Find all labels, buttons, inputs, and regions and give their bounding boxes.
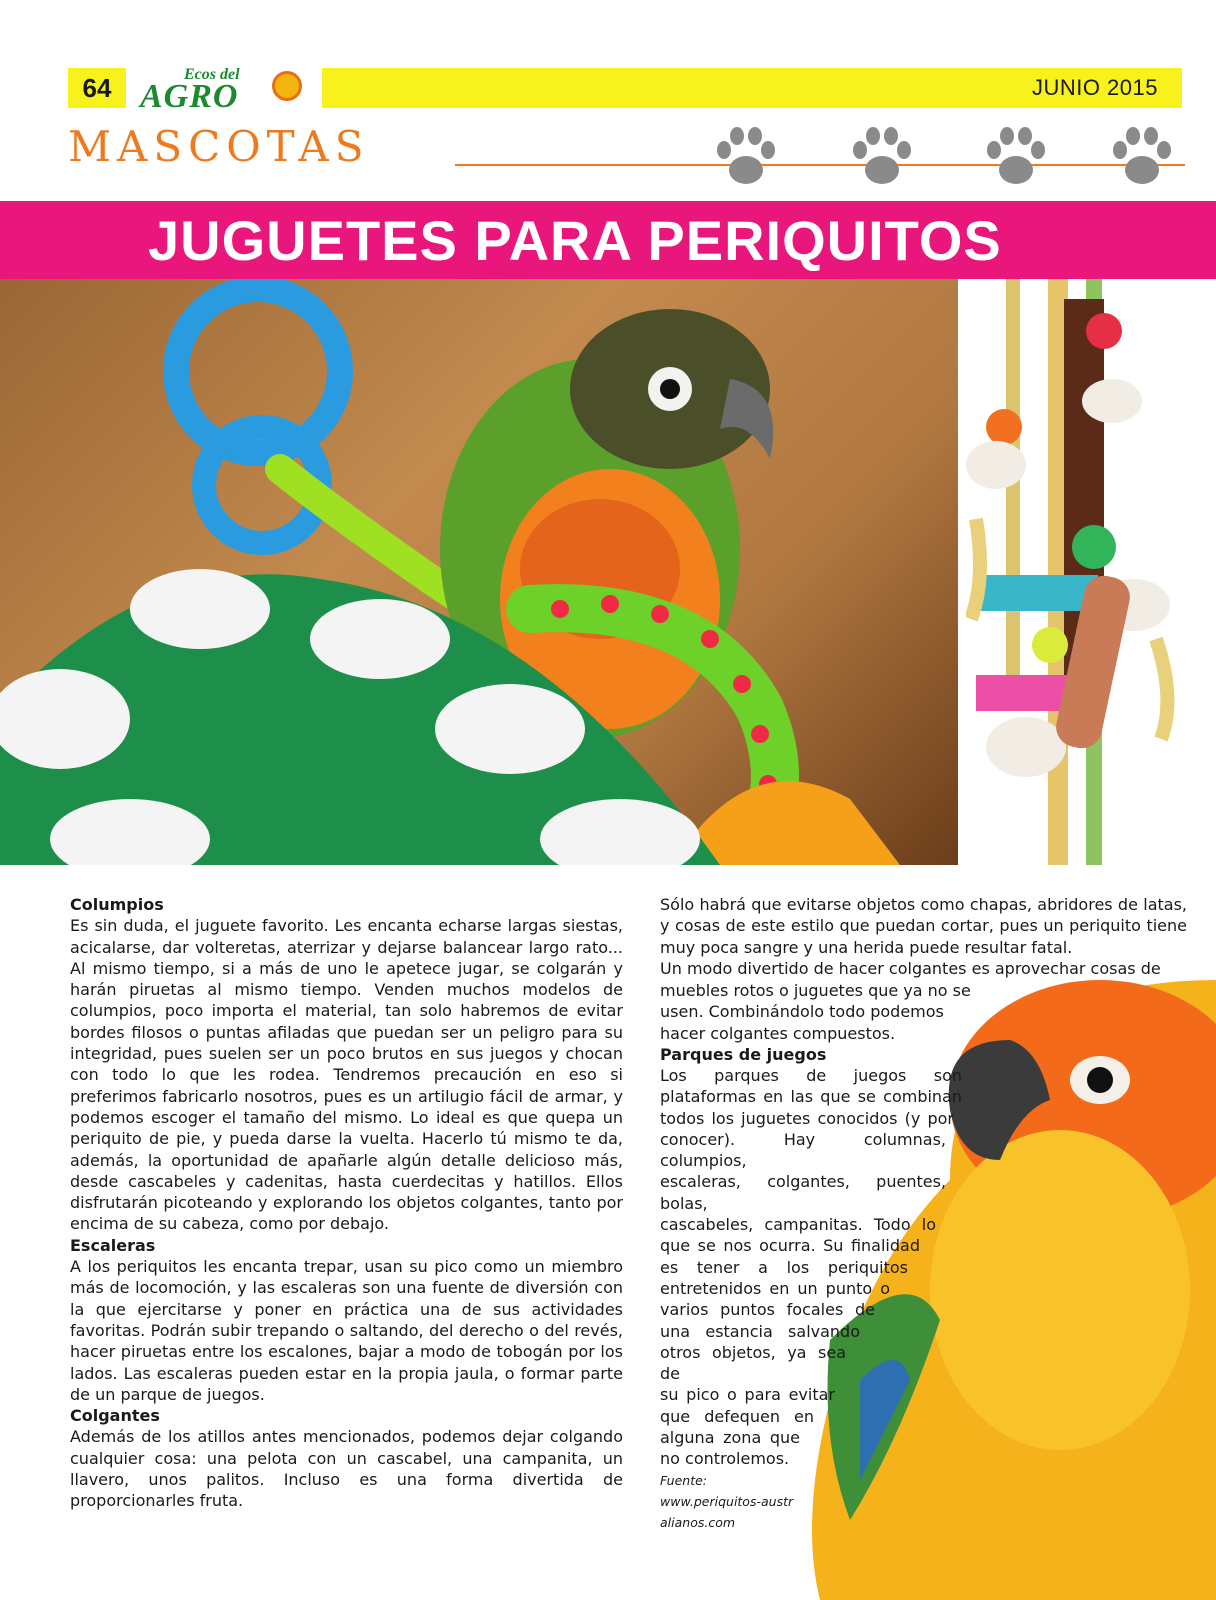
text-line: su pico o para evitar [660, 1385, 835, 1405]
publication-logo [140, 66, 310, 115]
paw-icon [848, 122, 916, 190]
paragraph-colgantes-cont: Sólo habrá que evitarse objetos como chapas, abridores de latas, y cosas de este estilo que puedan cortar, pues un periquito tiene muy poca sangre y una herida puede resultar fatal. [660, 895, 1187, 957]
source-url: alianos.com [660, 1514, 736, 1530]
subheading-parques: Parques de juegos [660, 1044, 827, 1064]
hanging-toy-photo [966, 279, 1186, 865]
paw-icon [712, 122, 780, 190]
text-line: que se nos ocurra. Su finalidad [660, 1236, 920, 1256]
text-line: varios puntos focales de [660, 1300, 875, 1320]
paragraph-columpios: Es sin duda, el juguete favorito. Les encanta echarse largas siestas, acicalarse, dar volteretas, aterrizar y dejarse balancear largo rato... Al mismo tiempo, si a más de uno le apetece jugar, se colgarán y harán piruetas al mismo tiempo. Venden muchos modelos de columpios, poco importa el material, tan solo habremos de evitar bordes filosos o puntas afiladas que puedan ser un peligro para su integridad, pues suelen ser un poco brutos en sus juegos y chocan con todo lo que les rodea. Tendremos precaución en eso si preferimos fabricarlo nosotros, pues es un artilugio fácil de armar, y podemos escoger el tamaño del mismo. Lo ideal es que quepa un periquito de pie, y pueda darse la vuelta. Hacerlo tú mismo te da, además, la oportunidad de apañarle algún detalle delicioso más, desde cascabeles y cadenitas, hasta cuerdecitas y hatillos. Ellos disfrutarán picoteando y explorando los objetos colgantes, tanto por encima de su cabeza, como por debajo. [70, 916, 623, 1234]
paw-icon [1108, 122, 1176, 190]
source-label: Fuente: [660, 1472, 708, 1488]
article-column-right-wrap [660, 980, 976, 1065]
text-line: es tener a los periquitos [660, 1257, 908, 1277]
subheading-colgantes: Colgantes [70, 1406, 160, 1426]
article-title: JUGUETES PARA PERIQUITOS [148, 209, 1002, 272]
text-line: usen. Combinándolo todo podemos [660, 1002, 944, 1022]
section-title: MASCOTAS [68, 122, 370, 171]
page-number: 64 [68, 68, 126, 108]
text-line: escaleras, colgantes, puentes, bolas, [660, 1172, 946, 1213]
issue-date-bar [322, 68, 1182, 108]
logo-main-text: AGRO [140, 78, 239, 115]
text-line: plataformas en las que se combinan [660, 1087, 962, 1107]
paw-icon [982, 122, 1050, 190]
text-line: que defequen en [660, 1406, 814, 1426]
text-line: conocer). Hay columnas, columpios, [660, 1129, 946, 1171]
paragraph-escaleras: A los periquitos les encanta trepar, usan su pico como un miembro más de locomoción, y las escaleras son una fuente de diversión con la que ejercitarse y poner en práctica una de sus actividades favoritas. Podrán subir trepando o saltando, del derecho o del revés, hacer piruetas entre los escalones, bajar a modo de tobogán por los lados. Las escaleras pueden estar en la propia jaula, o formar parte de un parque de juegos. [70, 1257, 623, 1404]
text-line: alguna zona que [660, 1428, 800, 1448]
text-line: otros objetos, ya sea de [660, 1342, 846, 1384]
source-url: www.periquitos-austr [660, 1493, 794, 1509]
text-line: todos los juguetes conocidos (y por [660, 1108, 954, 1128]
subheading-columpios: Columpios [70, 895, 164, 914]
issue-date: JUNIO 2015 [1031, 75, 1158, 100]
subheading-escaleras: Escaleras [70, 1235, 156, 1255]
paragraph-colgantes-compuestos-line1: Un modo divertido de hacer colgantes es aprovechar cosas de [660, 958, 1161, 978]
text-line: muebles rotos o juguetes que ya no se [660, 981, 971, 1000]
text-line: no controlemos. [660, 1449, 790, 1469]
section-divider [455, 164, 1185, 166]
parakeet-toy-photo [0, 279, 958, 865]
text-line: cascabeles, campanitas. Todo lo [660, 1215, 936, 1235]
article-column-right-top [660, 894, 1187, 979]
text-line: Los parques de juegos son [660, 1066, 962, 1085]
paragraph-parques [660, 1065, 962, 1533]
article-column-left [70, 894, 623, 1512]
text-line: entretenidos en un punto o [660, 1278, 890, 1298]
text-line: una estancia salvando [660, 1321, 860, 1341]
text-line: hacer colgantes compuestos. [660, 1023, 896, 1043]
logo-small-text: Ecos del [184, 66, 240, 83]
paragraph-colgantes: Además de los atillos antes mencionados, podemos dejar colgando cualquier cosa: una pelota con un cascabel, una campanita, un llavero, unos palitos. Incluso es una forma divertida de proporcionarles fruta. [70, 1427, 623, 1511]
sun-icon [272, 71, 302, 101]
